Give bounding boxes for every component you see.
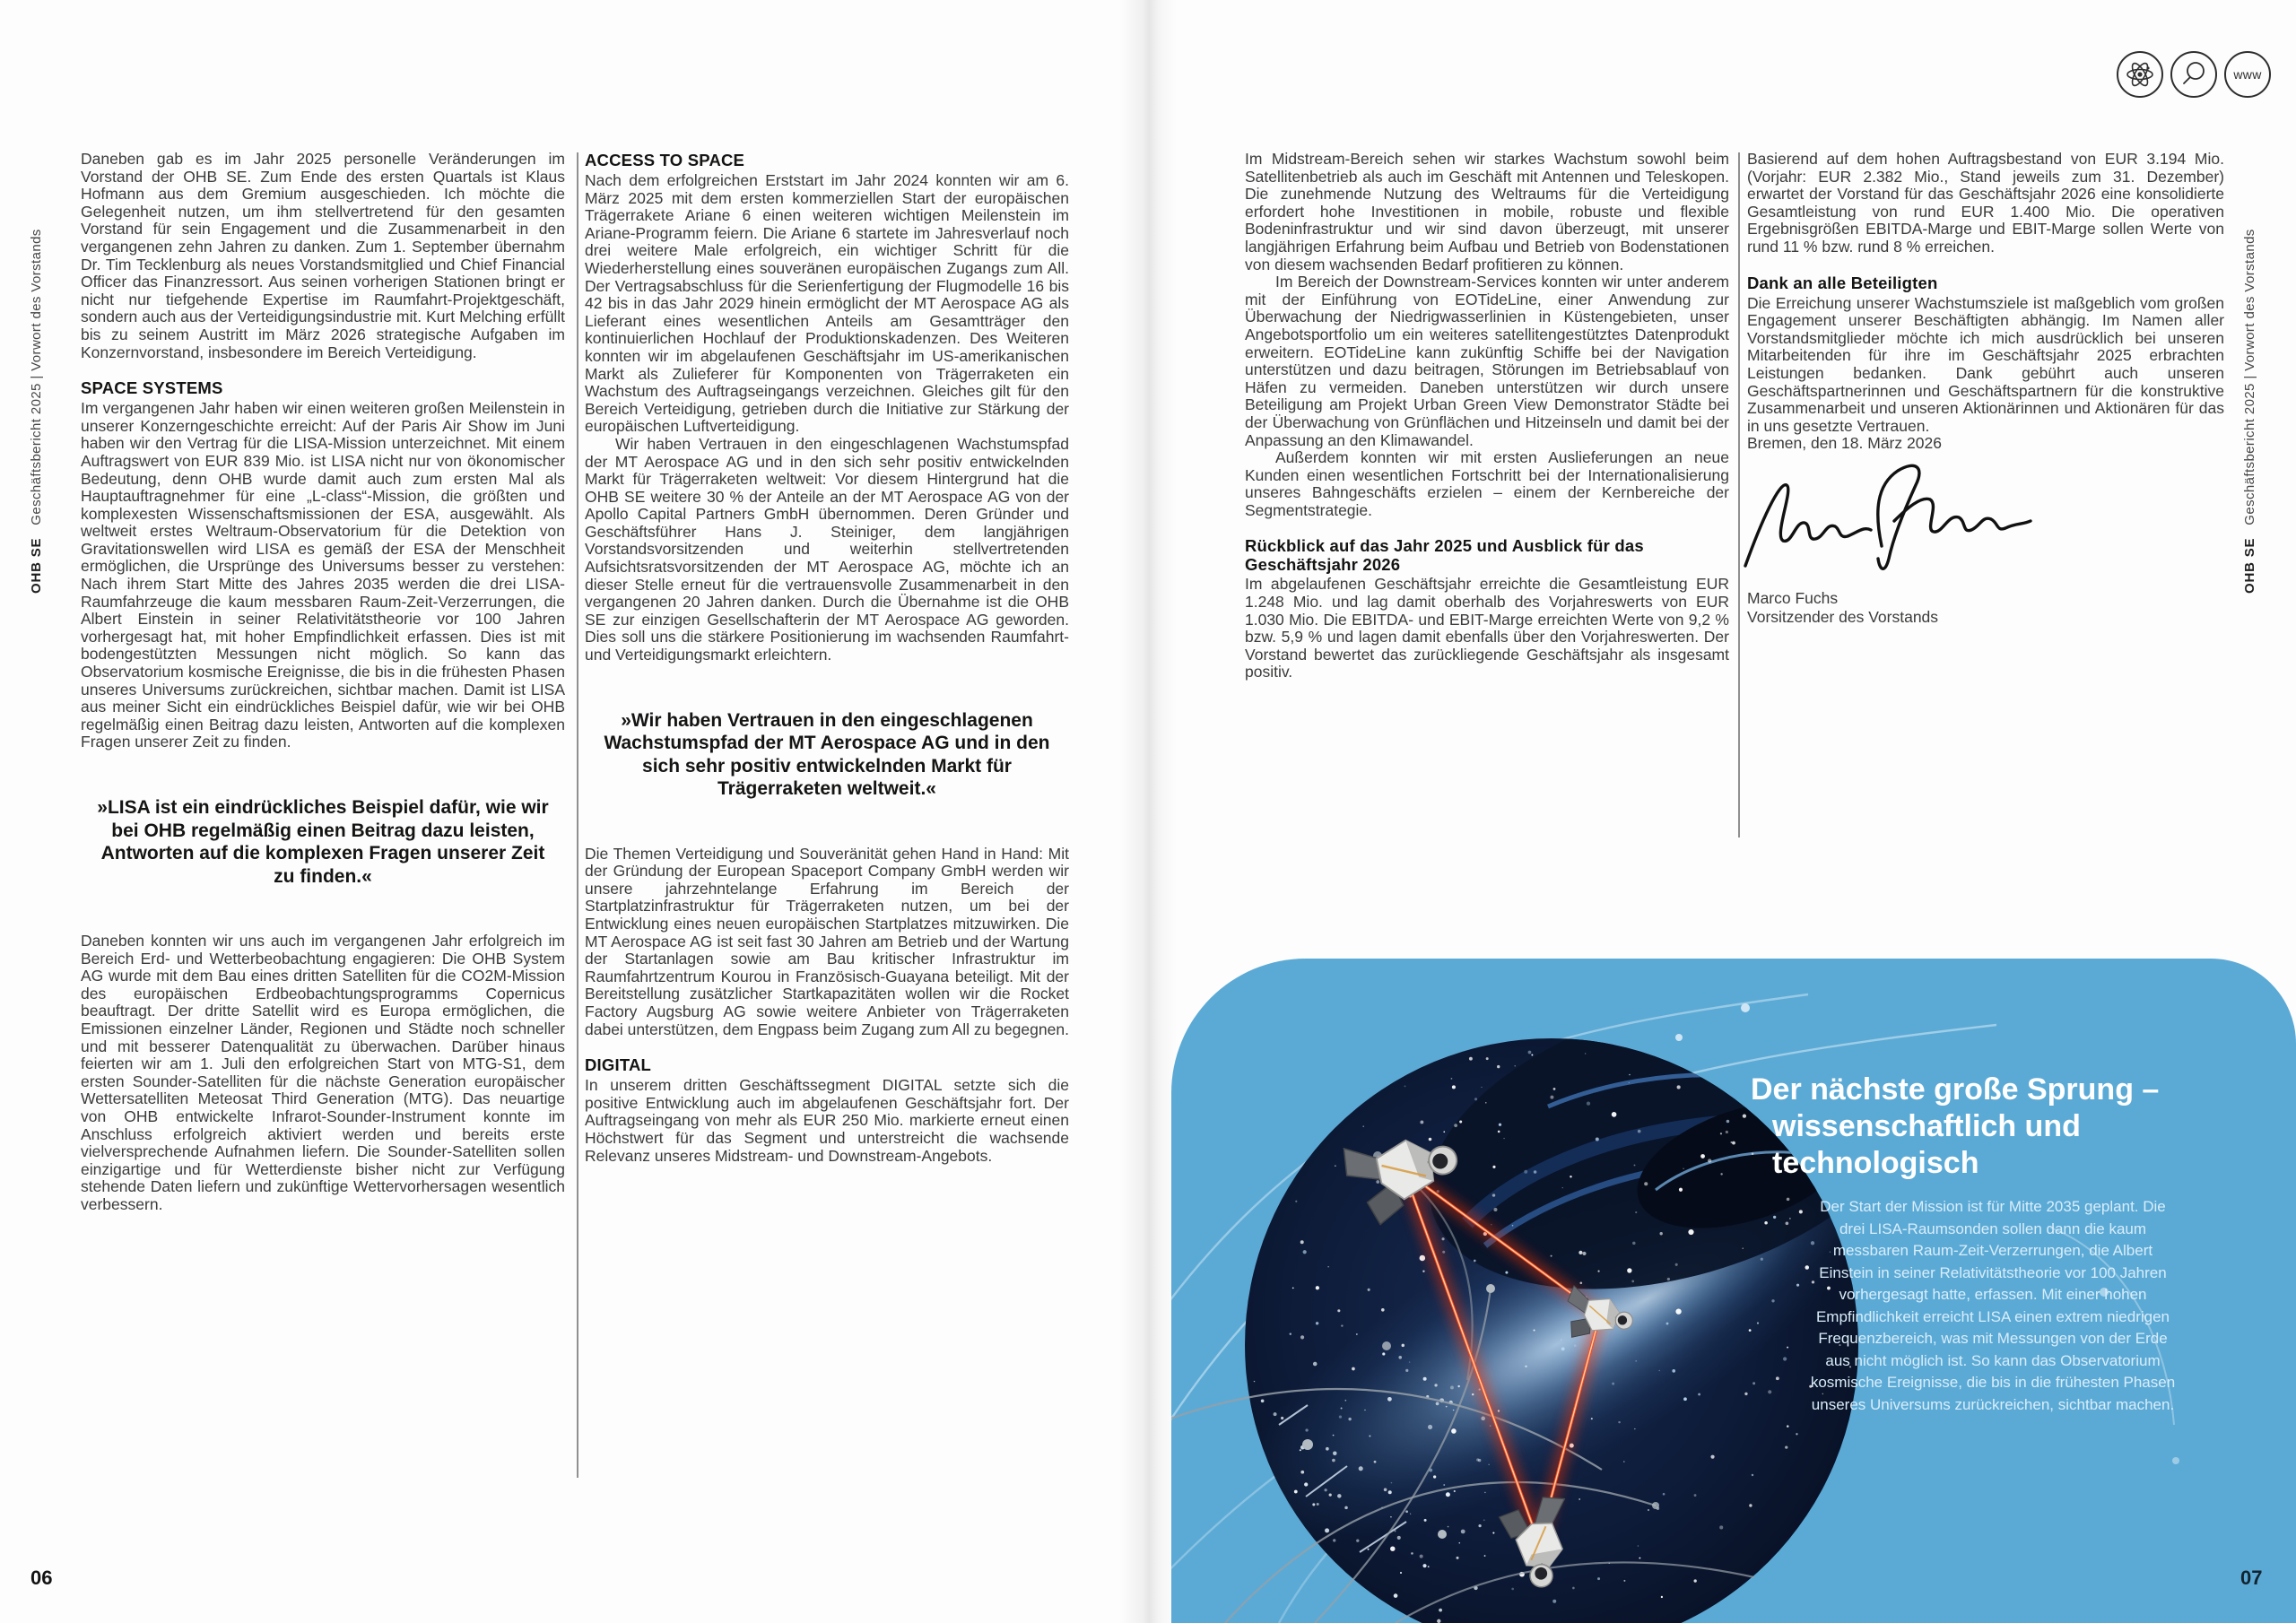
section-heading-rueckblick: Rückblick auf das Jahr 2025 und Ausblick für das Geschäftsjahr 2026 xyxy=(1245,536,1644,575)
paragraph: Außerdem konnten wir mit ersten Auslieferungen an neue Kunden einen wesentlichen Fortschritt bei der Internationalisierung unseres Bahngeschäfts erzielen – einem der Kernbereiche der Segmentstrategie. xyxy=(1245,448,1729,519)
paragraph: Die Erreichung unserer Wachstumsziele ist maßgeblich vom großen Engagement unserer Beschäftigten abhängig. Im Namen aller Vorstandsmitglieder möchte ich mich ausdrücklich bei unseren Mitarbeitenden für ihre im Geschäftsjahr 2025 erbrachten Leistungen bedanken. Dank gebührt auch unseren Geschäftspartnerinnen und Geschäftspartnern für die konstruktive Zusammenarbeit und unseren Aktionärinnen und Aktionären für das in uns gesetzte Vertrauen. xyxy=(1747,293,2224,435)
right-page-edge-label xyxy=(2242,135,2257,594)
section-heading-access-to-space: ACCESS TO SPACE xyxy=(585,151,745,169)
atom-icon-glyph xyxy=(2125,59,2155,90)
panel-title-line1: Der nächste große Sprung – xyxy=(1751,1072,2160,1107)
panel-title-line2: wissenschaftlich und technologisch xyxy=(1772,1109,2081,1180)
paragraph: Nach dem erfolgreichen Erststart im Jahr 2024 konnten wir am 6. März 2025 mit dem ersten kommerziellen Start der europäischen Trägerrakete Ariane 6 einen weiteren wichtigen Meilenstein im Ariane-Programm feiern. Die Ariane 6 startete im Jahresverlauf noch drei weitere Male erfolgreich, ein wichtiger Schritt für die Wiederherstellung eines souveränen europäischen Zugangs zum All. Der Vertragsabschluss für die Serienfertigung der Flugmodelle 16 bis 42 bis in das Jahr 2029 hinein ermöglicht der MT Aerospace AG als Lieferant eines wesentlichen Anteils am Gesamtträger den kontinuierlichen Hochlauf der Produktionskadenzen. Des Weiteren konnten wir im abgelaufenen Geschäftsjahr im US-amerikanischen Markt als Zulieferer für Komponenten von Trägerraketen ein Wachstum des Auftragseingangs verzeichnen. Gleiches gilt für den Bereich Verteidigung, getrieben durch die Initiative zur Stärkung der europäischen Luftverteidigung. xyxy=(585,171,1069,436)
right-page-column-2 xyxy=(1747,151,2224,627)
paragraph: Basierend auf dem hohen Auftragsbestand von EUR 3.194 Mio. (Vorjahr: EUR 2.382 Mio., Stand jeweils zum 31. Dezember) erwartet der Vorstand für das Geschäftsjahr 2026 eine konsolidierte Gesamtleistung von rund EUR 1.400 Mio. Die operativen Ergebnisgrößen EBITDA-Marge und EBIT-Marge sollen Werte von rund 11 % bzw. rund 8 % erreichen. xyxy=(1747,150,2224,256)
left-page-column-2 xyxy=(585,151,1069,1165)
paragraph: Daneben gab es im Jahr 2025 personelle Veränderungen im Vorstand der OHB SE. Zum Ende des ersten Quartals ist Klaus Hofmann aus dem Gremium ausgeschieden. Ich möchte die Gelegenheit nutzen, um ihm stellvertretend für den gesamten Vorstand für sein Engagement und die Zusammenarbeit in den vergangenen zehn Jahren zu danken. Zum 1. September übernahm Dr. Tim Tecklenburg als neues Vorstandsmitglied und Chief Financial Officer das Finanzressort. Aus seinen vorherigen Stationen bringt er nicht nur tiefgehende Expertise im Raumfahrt-Projektgeschäft, sondern auch aus der Verteidigungsindustrie mit. Kurt Melching erfüllt bis zu seinem Austritt im März 2026 strategische Aufgaben im Konzernvorstand, insbesondere im Bereich Verteidigung. xyxy=(81,150,565,361)
left-page-column-1 xyxy=(81,151,565,1214)
date-line: Bremen, den 18. März 2026 xyxy=(1747,434,1942,453)
paragraph: Im vergangenen Jahr haben wir einen weiteren großen Meilenstein in unserer Konzerngeschichte erreicht: Auf der Paris Air Show im Juni haben wir den Vertrag für die LISA-Mission unterzeichnet. Mit einem Auftragswert von EUR 839 Mio. ist LISA nicht nur von ökonomischer Bedeutung, denn OHB wurde damit auch zum ersten Mal als Hauptauftragnehmer für eine „L-class“-Mission, die größten und komplexesten Wissenschaftsmissionen der ESA, ausgewählt. Als weltweit erstes Weltraum-Observatorium für die Detektion von Gravitationswellen wird LISA es gemäß der ESA der Menschheit ermöglichen, die Ursprünge des Universums besser zu verstehen: Nach ihrem Start Mitte des Jahres 2035 werden die drei LISA-Raumfahrzeuge die kaum messbaren Raum-Zeit-Verzerrungen, die Albert Einstein in seiner Relativitätstheorie vor 100 Jahren vorhergesagt hat, mit hoher Empfindlichkeit erfassen. Dies ist mit bodengestützten Messungen nicht möglich. So kann das Observatorium kosmische Ereignisse, die bis in die frühesten Phasen unseres Universums zurückreichen, sichtbar machen. Damit ist LISA aus meiner Sicht ein eindrückliches Beispiel dafür, wie wir bei OHB regelmäßig einen Beitrag dazu leisten, Antworten auf die komplexen Fragen unserer Zeit zu finden. xyxy=(81,399,565,751)
panel-body-text: Der Start der Mission ist für Mitte 2035 geplant. Die drei LISA-Raumsonden sollen dann die kaum messbaren Raum-Zeit-Verzerrungen, die Albert Einstein in seiner Relativitätstheorie vor 100 Jahren vorhergesagt hatte, erfassen. Mit einer hohen Empfindlichkeit erreicht LISA einen extrem niedrigen Frequenzbereich, was mit Messungen von der Erde aus nicht möglich ist. So kann das Observatorium kosmische Ereignisse, die bis in die frühesten Phasen unseres Universums zurückreichen, sichtbar machen. xyxy=(1810,1198,2176,1413)
paragraph: In unserem dritten Geschäftssegment DIGITAL setzte sich die positive Entwicklung auch im abgelaufenen Geschäftsjahr fort. Der Auftragseingang von mehr als EUR 250 Mio. markierte erneut einen Höchstwert für das Segment und unterstreicht die wachsende Relevanz unseres Midstream- und Downstream-Angebots. xyxy=(585,1076,1069,1165)
paragraph: Im Bereich der Downstream-Services konnten wir unter anderem mit der Einführung von EOTideLine, einer Anwendung zur Überwachung der Niedrigwasserlinien in Küstengebieten, unser Angebotsportfolio um ein weiteres satellitengestütztes Datenprodukt erweitern. EOTideLine kann zukünftig Schiffe bei der Navigation unterstützen und dazu beitragen, Störungen im Betriebsablauf von Häfen zu vermeiden. Daneben unterstützen wir durch unsere Beteiligung am Projekt Urban Green View Demonstrator Städte bei der Überwachung von Grünflächen und Hitzeinseln und damit bei der Anpassung an den Klimawandel. xyxy=(1245,273,1729,449)
brand-label: OHB SE xyxy=(29,537,44,594)
left-page-edge-label xyxy=(29,135,44,594)
pull-quote-mt-aerospace: »Wir haben Vertrauen in den eingeschlagenen Wachstumspfad der MT Aerospace AG und in den sich sehr positiv entwickelnden Markt für Trägerraketen weltweit.« xyxy=(604,709,1050,800)
column-divider xyxy=(577,152,578,1478)
right-page-column-1 xyxy=(1245,151,1729,681)
panel-text-block xyxy=(1709,1072,2231,1416)
signer-title: Vorsitzender des Vorstands xyxy=(1747,607,1939,626)
header-icon-bar xyxy=(2117,51,2271,98)
pull-quote-lisa: »LISA ist ein eindrückliches Beispiel dafür, wie wir bei OHB regelmäßig einen Beitrag dazu leisten, Antworten auf die komplexen Fragen unserer Zeit zu finden.« xyxy=(97,797,549,887)
column-divider xyxy=(1738,152,1740,838)
paragraph: Die Themen Verteidigung und Souveränität gehen Hand in Hand: Mit der Gründung der European Spaceport Company GmbH werden wir unsere jahrzehntelange Erfahrung im Bereich der Startplatzinfrastruktur für Trägerraketen nutzen, um bei der Entwicklung eines neuen europäischen Startplatzes mitzuwirken. Die MT Aerospace AG ist seit fast 30 Jahren am Betrieb und der Wartung der Startanlagen sowie am Bau kritischer Infrastruktur im Raumfahrtzentrum Kourou in Französisch-Guayana beteiligt. Mit der Bereitstellung zusätzlicher Startkapazitäten wollen wir die Rocket Factory Augsburg AG sowie weitere Anbieter von Trägerraketen dabei unterstützen, dem Engpass beim Zugang zum All zu begegnen. xyxy=(585,844,1069,1038)
search-icon[interactable] xyxy=(2170,51,2217,98)
paragraph: Wir haben Vertrauen in den eingeschlagenen Wachstumspfad der MT Aerospace AG und in den sich sehr positiv entwickelnden Markt für Trägerraketen weltweit: Vor diesem Hintergrund hat die OHB SE weitere 30 % der Anteile an der MT Aerospace AG von der Apollo Capital Partners GmbH übernommen. Deren Gründer und Geschäftsführer Hans J. Steiniger, dem langjährigen Vorstandsvorsitzenden und weiterhin stellvertretenden Aufsichtsratsvorsitzenden der MT Aerospace AG, möchte ich an dieser Stelle erneut für die vertrauensvolle Zusammenarbeit in den vergangenen 20 Jahren danken. Durch die Übernahme ist die OHB SE zur einzigen Gesellschafterin der MT Aerospace AG geworden. Dies soll uns die stärkere Positionierung im wachsenden Raumfahrt- und Verteidigungsmarkt erleichtern. xyxy=(585,434,1069,664)
www-icon-label: www xyxy=(2233,67,2262,82)
paragraph: Daneben konnten wir uns auch im vergangenen Jahr erfolgreich im Bereich Erd- und Wetterbeobachtung engagieren: Die OHB System AG wurde mit dem Bau eines dritten Satelliten für die CO2M-Mission des europäischen Erdbeobachtungsprogramms Copernicus beauftragt. Der dritte Satellit wird es Europa ermöglichen, die Emissionen einzelner Länder, Regionen und Städte noch schneller und mit besserer Datenqualität zu überwachen. Darüber hinaus feierten wir am 1. Juli den erfolgreichen Start von MTG-S1, dem ersten Sounder-Satelliten für die nächste Generation europäischer Wettersatelliten Meteosat Third Generation (MTG). Das neuartige von OHB entwickelte Infrarot-Sounder-Instrument konnte im Anschluss erfolgreich aktiviert werden und bereits erste vielversprechende Aufnahmen liefern. Die Sounder-Satelliten sollen einzigartige und für Wetterdienste bisher nicht zur Verfügung stehende Daten liefern und zukünftige Wettervorhersagen wesentlich verbessern. xyxy=(81,932,565,1213)
paragraph: Im abgelaufenen Geschäftsjahr erreichte die Gesamtleistung EUR 1.248 Mio. und lag damit oberhalb des Vorjahreswerts von EUR 1.030 Mio. Die EBITDA- und EBIT-Marge erreichten Werte von 9,2 % bzw. 5,9 % und lagen damit ebenfalls über den Vorjahreswerten. Der Vorstand bewertet das zurückliegende Geschäftsjahr als insgesamt positiv. xyxy=(1245,575,1729,681)
page-number-right: 07 xyxy=(2240,1567,2263,1589)
brand-label: OHB SE xyxy=(2242,537,2257,594)
atom-icon[interactable] xyxy=(2117,51,2163,98)
www-icon[interactable] xyxy=(2224,51,2271,98)
paragraph: Im Midstream-Bereich sehen wir starkes Wachstum sowohl beim Satellitenbetrieb als auch im Geschäft mit Antennen und Teleskopen. Die zunehmende Nutzung des Weltraums für die Verteidigung erfordert hohe Investitionen in mobile, robuste und flexible Bodeninfrastruktur und wir sind davon überzeugt, mit unserer langjährigen Erfahrung beim Aufbau und Betrieb von Bodenstationen von diesem wachsenden Bedarf profitieren zu können. xyxy=(1245,150,1729,273)
search-icon-glyph xyxy=(2179,59,2209,90)
edge-label-text: Geschäftsbericht 2025 | Vorwort des Vorstands xyxy=(2242,229,2257,525)
signer-name: Marco Fuchs xyxy=(1747,588,1839,607)
section-heading-digital: DIGITAL xyxy=(585,1055,652,1075)
page-number-left: 06 xyxy=(30,1567,53,1589)
section-heading-dank: Dank an alle Beteiligten xyxy=(1747,273,1938,292)
section-heading-space-systems: SPACE SYSTEMS xyxy=(81,378,223,398)
lisa-feature-panel xyxy=(1171,959,2296,1623)
signature-marco-fuchs xyxy=(1740,458,2036,584)
edge-label-text: Geschäftsbericht 2025 | Vorwort des Vorstands xyxy=(29,229,44,525)
page-fold-shadow xyxy=(1119,0,1177,1623)
